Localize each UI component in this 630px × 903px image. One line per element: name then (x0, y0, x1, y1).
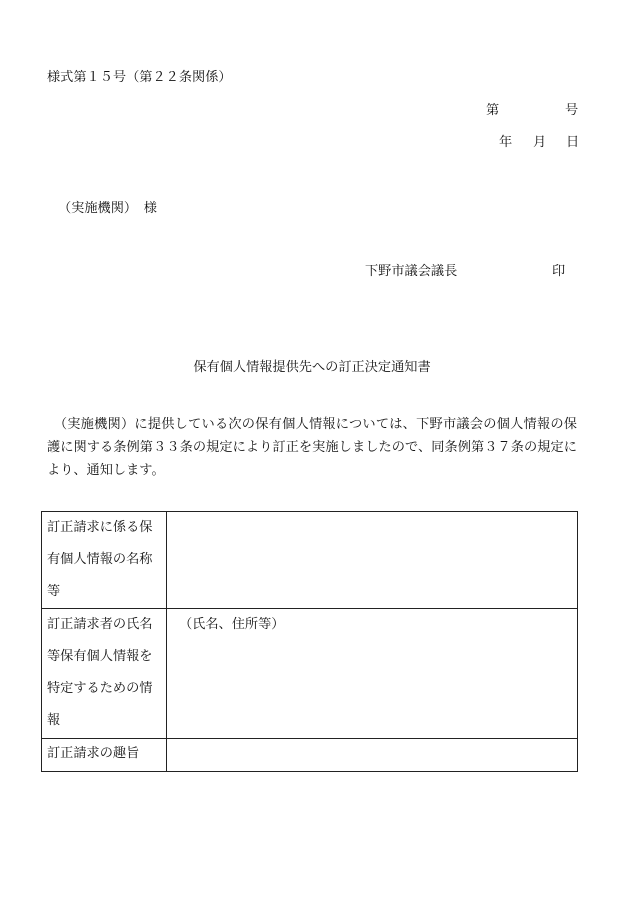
form-number-label: 様式第１５号（第２２条関係） (47, 70, 232, 85)
body-line: 護に関する条例第３３条の規定により訂正を実施しましたので、同条例第３７条の規定に (47, 440, 577, 455)
row-label-request-information-name (42, 512, 167, 608)
row-label-requester-identification (42, 609, 167, 738)
document-number-prefix: 第 (486, 103, 500, 118)
body-line: より、通知します。 (47, 463, 165, 478)
date-day-label: 日 (566, 135, 580, 150)
label-line: 有個人情報の名称 (47, 552, 153, 567)
body-line: （実施機関）に提供している次の保有個人情報については、下野市議会の個人情報の保 (47, 417, 577, 432)
recipient-line: （実施機関） 様 (58, 201, 157, 216)
date-year-label: 年 (499, 135, 513, 150)
table-row (42, 512, 577, 608)
row-value-request-purpose (167, 739, 577, 771)
value-hint: （氏名、住所等） (179, 617, 285, 632)
seal-mark: 印 (552, 264, 566, 279)
body-paragraph (47, 413, 577, 482)
date-month-label: 月 (533, 135, 547, 150)
label-line: 訂正請求の趣旨 (47, 746, 140, 761)
label-line: 報 (47, 713, 61, 728)
label-line: 訂正請求に係る保 (47, 520, 153, 535)
row-value-requester-identification (167, 609, 577, 738)
correction-details-table (41, 511, 578, 772)
label-line: 等保有個人情報を (47, 649, 153, 664)
row-value-request-information-name (167, 512, 577, 608)
document-number-suffix: 号 (565, 103, 579, 118)
document-title: 保有個人情報提供先への訂正決定通知書 (193, 360, 431, 375)
label-line: 等 (47, 584, 61, 599)
table-row (42, 738, 577, 771)
label-line: 特定するための情 (47, 681, 153, 696)
table-row (42, 608, 577, 738)
sender-name: 下野市議会議長 (365, 264, 458, 279)
label-line: 訂正請求者の氏名 (47, 617, 153, 632)
row-label-request-purpose (42, 739, 167, 771)
